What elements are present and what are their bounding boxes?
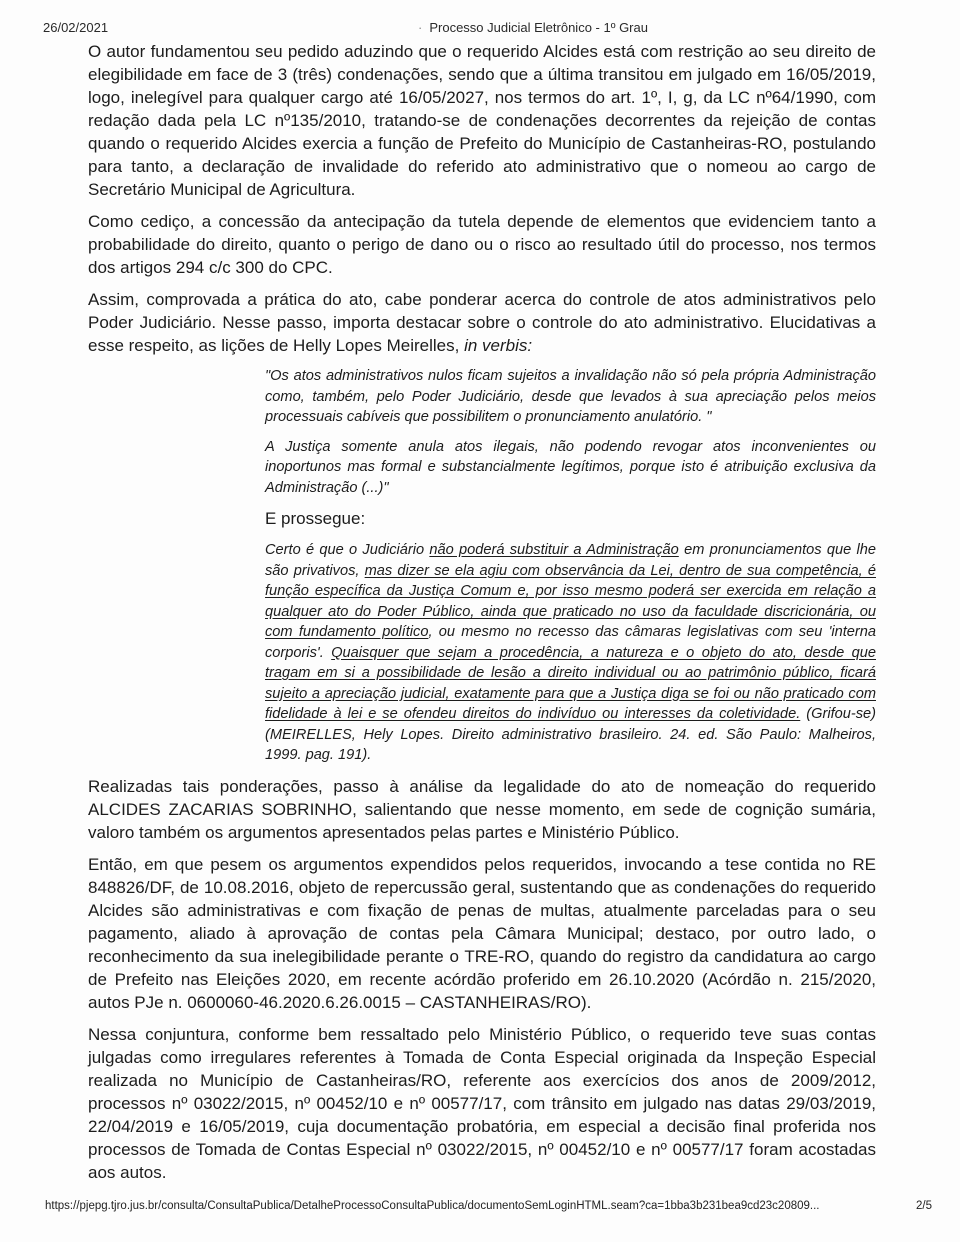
header-date: 26/02/2021 — [43, 20, 109, 35]
quote-justica-anula: A Justiça somente anula atos ilegais, não podendo revogar atos inconvenientes ou inoportunos mas formal e substancialmente legítimos, porque isto é atribuição exclusiva da Administração (...)" — [265, 438, 876, 496]
paragraph-contas-irregulares: Nessa conjuntura, conforme bem ressaltado pelo Ministério Público, o requerido teve suas contas julgadas como irregulares referentes à Tomada de Conta Especial originada da Inspeção Especial realizada no Município de Castanheiras/RO, referente aos exercícios dos anos de 2009/2012, processos nº 03022/2015, nº 00452/10 e nº 00577/17, com trânsito em julgado nas datas 29/03/2019, 22/04/2019 e 16/05/2019, cuja documentação probatória, em especial a decisão final proferida nos processos de Tomada de Contas Especial nº 03022/2015, nº 00452/10 e nº 00577/17 foram acostadas aos autos. — [88, 1024, 876, 1182]
footer-url: https://pjepg.tjro.jus.br/consulta/ConsultaPublica/DetalheProcessoConsultaPublica/documentoSemLoginHTML.seam?ca=1bba3b231bea9cd23c20809... — [45, 1200, 820, 1212]
continues-label: E prossegue: — [265, 509, 366, 528]
paragraph-analise-legalidade: Realizadas tais ponderações, passo à análise da legalidade do ato de nomeação do requerido ALCIDES ZACARIAS SOBRINHO, salientando que nesse momento, em sede de cognição sumária, valoro também os argumentos apresentados pelas partes e Ministério Público. — [88, 776, 876, 842]
header-title — [418, 20, 648, 35]
quote-judiciario-substituir: Certo é que o Judiciário não poderá substituir a Administração em pronunciamentos que lhe são privativos, mas dizer se ela agiu com observância da Lei, dentro de sua competência, é função específica da Justiça Comum e, por isso mesmo poderá ser exercida em relação a qualquer ato do Poder Público, ainda que praticado no uso da faculdade discricionária, ou com fundamento político, ou mesmo no recesso das câmaras legislativas com seu 'interna corporis'. Quaisquer que sejam a procedência, a natureza e o objeto do ato, desde que tragam em si a possibilidade de lesão a direito individual ou ao patrimônio público, ficará sujeito a apreciação judicial, exatamente para que a Justiça diga se foi ou não praticado com fidelidade à lei e se ofendeu direitos do indivíduo ou interesses da coletividade. (Grifou-se) (MEIRELLES, Hely Lopes. Direito administrativo brasileiro. 24. ed. São Paulo: Malheiros, 1999. pag. 191). — [265, 542, 876, 763]
header-separator-dot: · — [418, 20, 423, 35]
paragraph-controle-atos: Assim, comprovada a prática do ato, cabe ponderar acerca do controle de atos administrativos pelo Poder Judiciário. Nesse passo, importa destacar sobre o controle do ato administrativo. Elucidativas a esse respeito, as lições de Helly Lopes Meirelles, in verbis: — [88, 290, 876, 355]
quote-atos-nulos: "Os atos administrativos nulos ficam sujeitos a invalidação não só pela própria Administração como, também, pelo Poder Judiciário, desde que levados à sua apreciação pelos meios processuais cabíveis que possibilitem o pronunciamento anulatório. " — [265, 368, 876, 425]
header-title-text: Processo Judicial Eletrônico - 1º Grau — [429, 20, 648, 35]
document-body — [88, 40, 876, 1193]
paragraph-pedido-autor: O autor fundamentou seu pedido aduzindo que o requerido Alcides está com restrição ao seu direito de elegibilidade em face de 3 (três) condenações, sendo que a última transitou em julgado em 16/05/2019, logo, inelegível para qualquer cargo até 16/05/2027, nos termos do art. 1º, I, g, da LC nº64/1990, com redação dada pela LC nº135/2010, tratando-se de condenações decorrentes da rejeição de contas quando o requerido Alcides exercia a função de Prefeito do Município de Castanheiras-RO, postulando para tanto, a declaração de invalidade do referido ato administrativo que o nomeou ao cargo de Secretário Municipal de Agricultura. — [88, 42, 876, 199]
paragraph-argumentos-requeridos: Então, em que pesem os argumentos expendidos pelos requeridos, invocando a tese contida no RE 848826/DF, de 10.08.2016, objeto de repercussão geral, sustentando que as condenações do requerido Alcides são administrativas e com fixação de penas de multas, atualmente parceladas para o seu pagamento, aliado à aprovação de contas pela Câmara Municipal; destaco, por outro lado, o reconhecimento da sua inelegibilidade perante o TRE-RO, quando do registro da candidatura ao cargo de Prefeito nas Eleições 2020, em recente acórdão proferido em 26.10.2020 (Acórdão n. 215/2020, autos PJe n. 0600060-46.2020.6.26.0015 – CASTANHEIRAS/RO). — [88, 854, 876, 1012]
paragraph-tutela-requisitos: Como cediço, a concessão da antecipação da tutela depende de elementos que evidenciem tanto a probabilidade do direito, quanto o perigo de dano ou o risco ao resultado útil do processo, nos termos dos artigos 294 c/c 300 do CPC. — [88, 212, 876, 277]
footer-page-number: 2/5 — [916, 1200, 932, 1212]
